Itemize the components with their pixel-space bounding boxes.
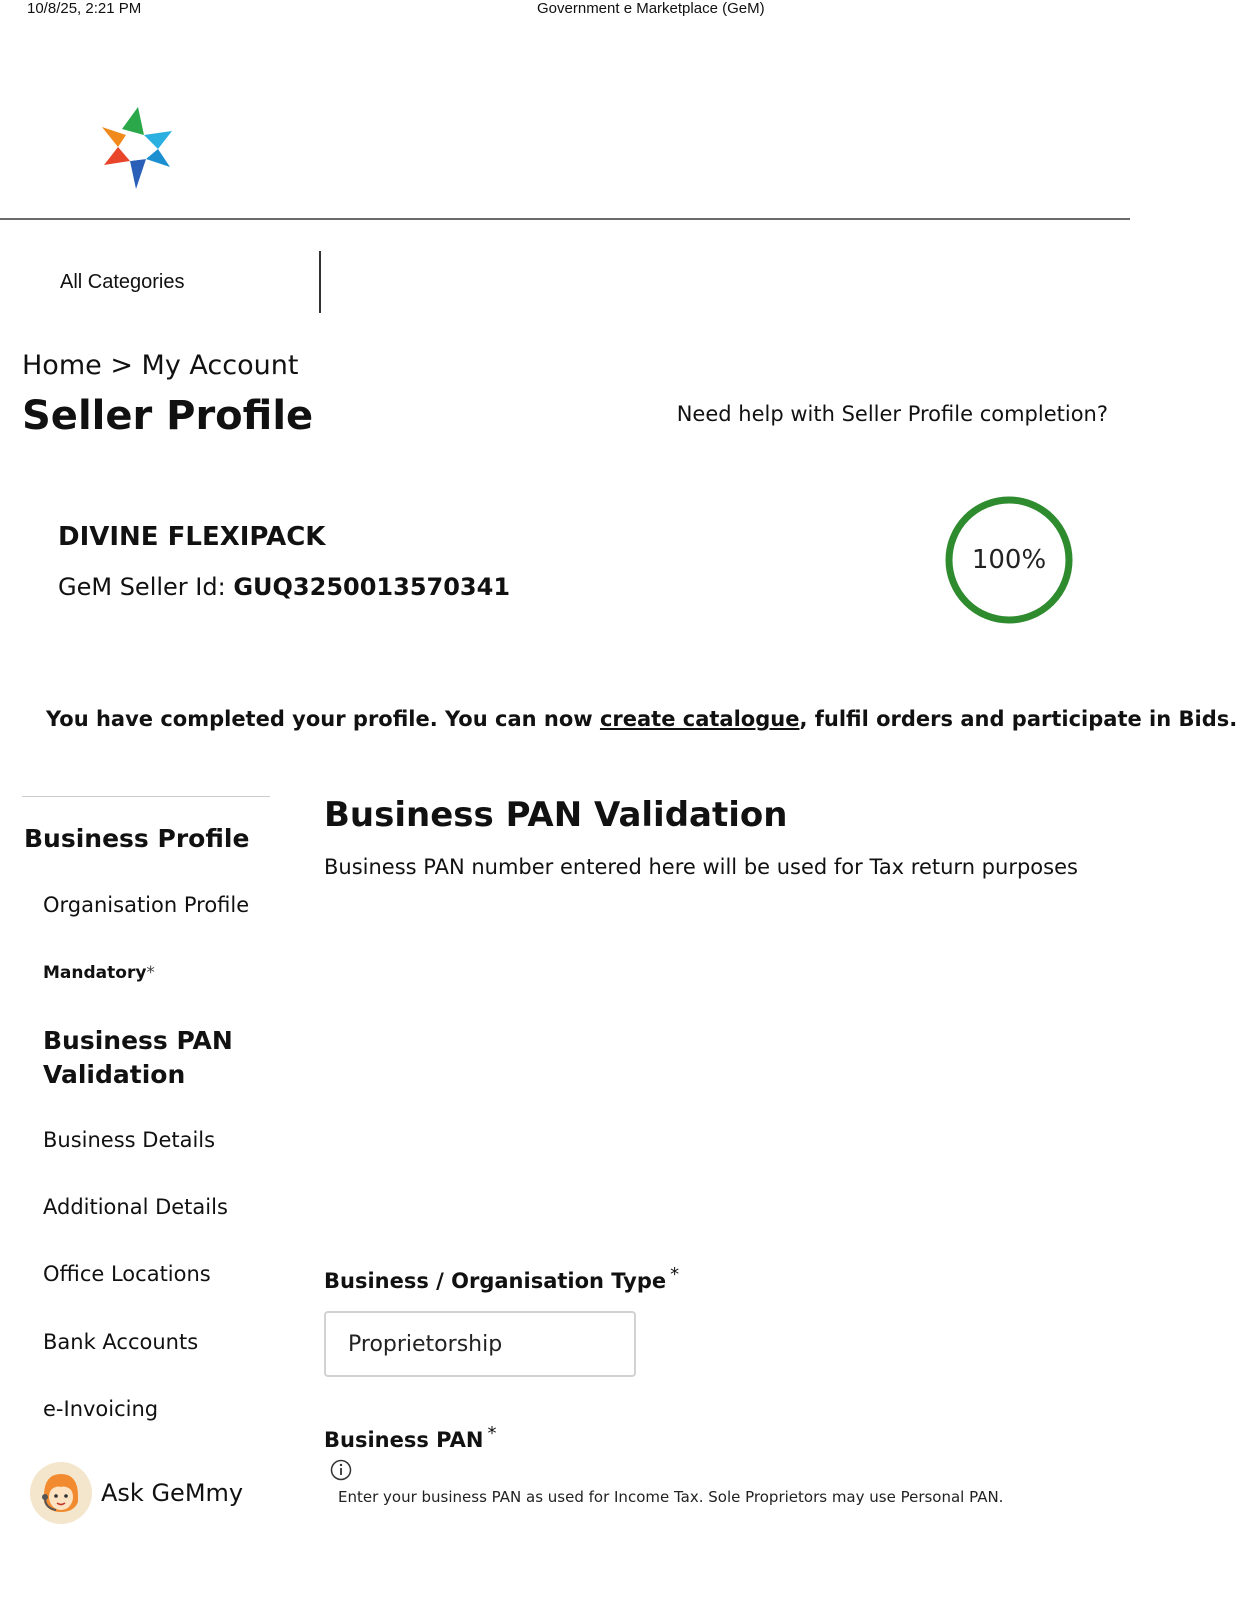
completion-percent: 100% xyxy=(971,545,1047,575)
business-pan-label xyxy=(324,1423,496,1452)
print-header xyxy=(0,0,1130,20)
mandatory-star: * xyxy=(146,963,155,983)
sidebar-item-office-locations[interactable]: Office Locations xyxy=(43,1262,211,1286)
completion-message xyxy=(46,707,1237,731)
header-divider xyxy=(0,218,1130,220)
all-categories-menu[interactable]: All Categories xyxy=(60,271,185,293)
breadcrumb-home[interactable]: Home xyxy=(22,350,102,381)
completion-message-text: You have completed your profile. You can now xyxy=(46,707,600,731)
business-pan-label-text: Business PAN xyxy=(324,1428,484,1452)
org-type-label xyxy=(324,1264,679,1293)
sidebar-item-organisation-profile[interactable]: Organisation Profile xyxy=(43,893,250,917)
seller-id xyxy=(58,573,510,601)
seller-id-value: GUQ3250013570341 xyxy=(233,573,511,601)
create-catalogue-link[interactable]: create catalogue xyxy=(599,707,800,731)
breadcrumb-separator: > xyxy=(110,350,133,381)
print-page-title: Government e Marketplace (GeM) xyxy=(537,0,765,17)
section-description: Business PAN number entered here will be used for Tax return purposes xyxy=(324,855,1078,879)
org-type-label-text: Business / Organisation Type xyxy=(324,1269,667,1293)
mandatory-label: Mandatory xyxy=(43,963,147,983)
pan-hint: Enter your business PAN as used for Income Tax. Sole Proprietors may use Personal PAN. xyxy=(338,1488,1004,1506)
company-name: DIVINE FLEXIPACK xyxy=(58,522,326,552)
sidebar-heading: Business Profile xyxy=(24,824,250,853)
print-datetime: 10/8/25, 2:21 PM xyxy=(27,0,142,17)
breadcrumb xyxy=(22,350,298,381)
sidebar-item-e-invoicing[interactable]: e-Invoicing xyxy=(43,1397,159,1421)
completion-message-tail: , fulfil orders and participate in Bids. xyxy=(799,707,1237,731)
info-icon[interactable] xyxy=(330,1459,352,1481)
mandatory-note xyxy=(43,963,155,983)
sidebar-divider xyxy=(22,796,270,797)
sidebar-item-bank-accounts[interactable]: Bank Accounts xyxy=(43,1330,199,1354)
required-marker: * xyxy=(487,1423,497,1444)
required-marker: * xyxy=(670,1264,680,1285)
ask-gemmy-button[interactable] xyxy=(30,1462,243,1524)
sidebar-item-business-pan-validation[interactable]: Business PAN Validation xyxy=(43,1026,233,1089)
section-title: Business PAN Validation xyxy=(324,795,788,835)
ask-gemmy-label: Ask GeMmy xyxy=(101,1479,244,1507)
nav-separator xyxy=(319,251,321,313)
page-title: Seller Profile xyxy=(22,393,314,439)
gem-logo-icon[interactable] xyxy=(100,105,180,193)
seller-id-label: GeM Seller Id: xyxy=(58,573,226,601)
org-type-field[interactable]: Proprietorship xyxy=(324,1311,636,1377)
sidebar-item-business-details[interactable]: Business Details xyxy=(43,1128,216,1152)
gemmy-avatar-icon xyxy=(30,1462,92,1524)
breadcrumb-current[interactable]: My Account xyxy=(141,350,299,381)
profile-completion-ring xyxy=(945,496,1073,624)
profile-help-link[interactable]: Need help with Seller Profile completion? xyxy=(676,402,1108,426)
sidebar-item-additional-details[interactable]: Additional Details xyxy=(43,1195,228,1219)
